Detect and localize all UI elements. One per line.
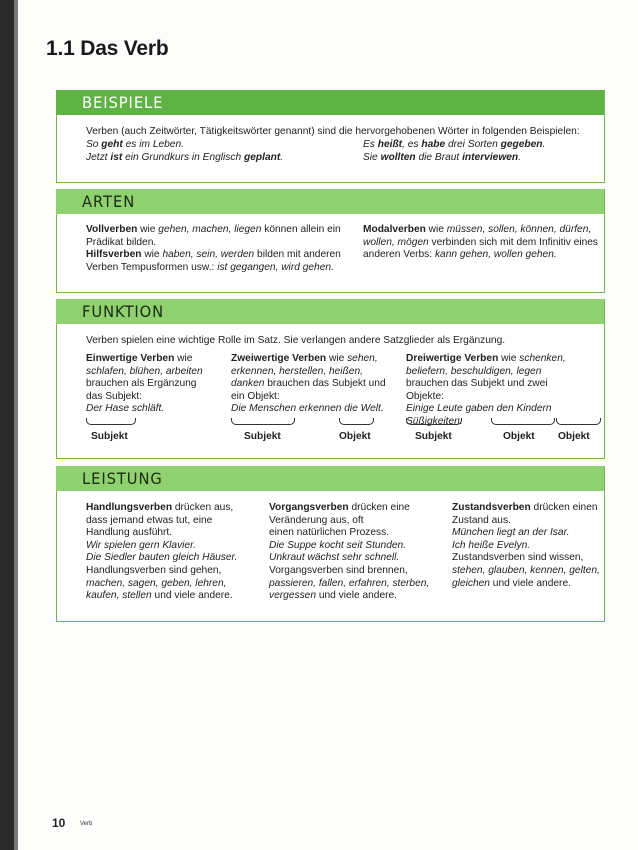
page-number: 10 (52, 816, 66, 830)
beispiele-right-1: Es heißt, es habe drei Sorten gegeben. (363, 139, 546, 150)
leistung-box (56, 466, 605, 622)
subjekt-label-2: Subjekt (244, 431, 281, 442)
objekt-label-3a: Objekt (503, 431, 535, 442)
beispiele-title: BEISPIELE (82, 93, 164, 112)
funktion-dreiwertig: Dreiwertige Verben wie schenken, beliefern, beschuldigen, legen brauchen das Subjekt und zwei Objekte: Einige Leute gaben den Kindern Süßigkeiten. (406, 353, 566, 427)
beispiele-left-1: So geht es im Leben. (86, 139, 184, 150)
funktion-einwertig: Einwertige Verben wie schlafen, blühen, arbeiten brauchen als Ergänzung das Subjekt: Der Hase schläft. (86, 353, 203, 415)
arten-modalverben: Modalverben wie müssen, sollen, können, dürfen, wollen, mögen verbinden sich mit dem Infinitiv eines anderen Verbs: kann gehen, wollen gehen. (363, 224, 599, 261)
funktion-intro: Verben spielen eine wichtige Rolle im Satz. Sie verlangen andere Satzglieder als Ergänzung. (86, 335, 506, 346)
subjekt-brace-2 (231, 418, 295, 425)
subjekt-label-1: Subjekt (91, 431, 128, 442)
objekt-label-3b: Objekt (558, 431, 590, 442)
funktion-box (56, 299, 605, 459)
section-label: Verb (80, 821, 93, 827)
funktion-zweiwertig: Zweiwertige Verben wie sehen, erkennen, herstellen, heißen, danken brauchen das Subjekt und ein Objekt: Die Menschen erkennen die Welt. (231, 353, 386, 415)
leistung-header (56, 466, 604, 491)
leistung-handlungsverben: Handlungsverben drücken aus, dass jemand etwas tut, eine Handlung ausführt. Wir spielen gern Klavier. Die Siedler bauten gleich Häuser. Handlungsverben sind gehen, machen, sagen, geben, lehren, kaufen, stellen und viele andere. (86, 502, 238, 602)
objekt-label-2: Objekt (339, 431, 371, 442)
leistung-title: LEISTUNG (82, 469, 163, 488)
page-edge-shadow-inner (14, 0, 18, 850)
arten-header (56, 189, 604, 214)
page-title: 1.1 Das Verb (46, 37, 169, 60)
beispiele-header (56, 90, 604, 115)
leistung-vorgangsverben: Vorgangsverben drücken eine Veränderung aus, oft einen natürlichen Prozess. Die Suppe kocht seit Stunden. Unkraut wächst sehr schnell. Vorgangsverben sind brennen, passieren, fallen, erfahren, sterben, vergessen und viele andere. (269, 502, 430, 602)
leistung-zustandsverben: Zustandsverben drücken einen Zustand aus. München liegt an der Isar. Ich heiße Evelyn. Zustandsverben sind wissen, stehen, glauben, kennen, gelten, gleichen und viele andere. (452, 502, 600, 589)
arten-box (56, 189, 605, 293)
objekt-brace-3b (556, 418, 601, 425)
arten-title: ARTEN (82, 192, 136, 211)
arten-vollverben: Vollverben wie gehen, machen, liegen können allein ein Prädikat bilden. Hilfsverben wie haben, sein, werden bilden mit anderen Verben Tempusformen usw.: ist gegangen, wird gehen. (86, 224, 341, 273)
beispiele-left-2: Jetzt ist ein Grundkurs in Englisch geplant. (86, 152, 284, 163)
subjekt-label-3: Subjekt (415, 431, 452, 442)
beispiele-intro: Verben (auch Zeitwörter, Tätigkeitswörter genannt) sind die hervorgehobenen Wörter in folgenden Beispielen: (86, 126, 580, 137)
funktion-header (56, 299, 604, 324)
funktion-title: FUNKTION (82, 302, 165, 321)
subjekt-brace-1 (86, 418, 136, 425)
objekt-brace-2 (339, 418, 374, 425)
objekt-brace-3a (491, 418, 555, 425)
beispiele-box (56, 90, 605, 183)
page-edge-shadow (0, 0, 14, 850)
beispiele-right-2: Sie wollten die Braut interviewen. (363, 152, 521, 163)
subjekt-brace-3 (406, 418, 462, 425)
